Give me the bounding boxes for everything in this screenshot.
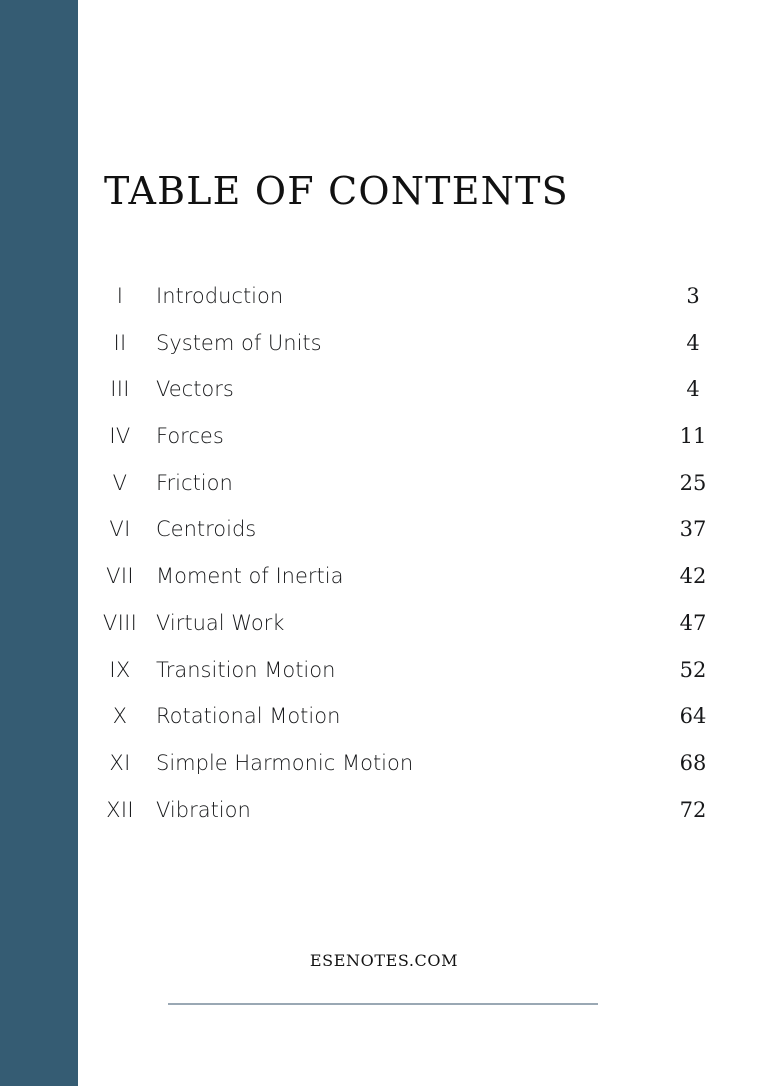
toc-entry-numeral: I — [116, 284, 124, 308]
toc-entry-row[interactable] — [92, 470, 724, 517]
page-title: TABLE OF CONTENTS — [104, 169, 569, 213]
toc-entry-row[interactable] — [92, 423, 724, 470]
toc-entry-row[interactable] — [92, 516, 724, 563]
toc-entry-row[interactable] — [92, 657, 724, 704]
toc-entry-label[interactable]: Rotational Motion — [156, 704, 341, 729]
toc-entry-row[interactable] — [92, 703, 724, 750]
table-of-contents-list — [92, 283, 724, 843]
footer-brand-text: ESENOTES.COM — [309, 951, 459, 970]
toc-entry-row[interactable] — [92, 283, 724, 330]
toc-entry-numeral: VII — [106, 564, 134, 589]
toc-entry-row[interactable] — [92, 610, 724, 657]
toc-entry-label[interactable]: Friction — [156, 470, 233, 495]
toc-entry-page-number: 11 — [679, 424, 707, 449]
toc-entry-page-number: 52 — [679, 657, 707, 682]
toc-entry-page-number: 4 — [686, 330, 700, 355]
toc-entry-label[interactable]: Forces — [156, 424, 224, 449]
toc-entry-numeral: V — [112, 470, 128, 495]
toc-entry-page-number: 3 — [686, 284, 700, 308]
toc-entry-numeral: IV — [109, 424, 131, 449]
toc-entry-label[interactable]: Moment of Inertia — [156, 564, 344, 589]
toc-entry-label[interactable]: Vectors — [156, 377, 234, 402]
toc-entry-page-number: 4 — [686, 377, 700, 402]
toc-entry-page-number: 72 — [679, 797, 707, 822]
toc-entry-numeral: VI — [109, 517, 131, 542]
toc-entry-row[interactable] — [92, 797, 724, 844]
toc-entry-numeral: XII — [106, 797, 134, 822]
toc-entry-label[interactable]: System of Units — [156, 330, 322, 355]
toc-entry-page-number: 68 — [679, 750, 707, 775]
toc-entry-numeral: X — [112, 704, 128, 729]
decorative-side-band — [0, 0, 78, 1086]
toc-entry-label[interactable]: Virtual Work — [156, 610, 285, 635]
toc-entry-label[interactable]: Introduction — [156, 284, 284, 308]
toc-entry-numeral: IX — [109, 657, 131, 682]
toc-entry-numeral: VIII — [102, 610, 138, 635]
toc-entry-row[interactable] — [92, 563, 724, 610]
toc-entry-page-number: 37 — [679, 517, 707, 542]
toc-entry-page-number: 47 — [679, 610, 707, 635]
toc-entry-numeral: II — [113, 330, 127, 355]
toc-entry-label[interactable]: Transition Motion — [156, 657, 336, 682]
footer-divider — [168, 1003, 598, 1005]
toc-entry-numeral: XI — [109, 750, 131, 775]
toc-entry-label[interactable]: Centroids — [156, 517, 257, 542]
toc-entry-page-number: 42 — [679, 564, 707, 589]
toc-entry-numeral: III — [110, 377, 130, 402]
toc-entry-row[interactable] — [92, 330, 724, 377]
toc-entry-page-number: 25 — [679, 470, 707, 495]
toc-entry-page-number: 64 — [679, 704, 707, 729]
toc-entry-row[interactable] — [92, 376, 724, 423]
toc-entry-label[interactable]: Simple Harmonic Motion — [156, 750, 414, 775]
toc-entry-label[interactable]: Vibration — [156, 797, 251, 822]
toc-entry-row[interactable] — [92, 750, 724, 797]
